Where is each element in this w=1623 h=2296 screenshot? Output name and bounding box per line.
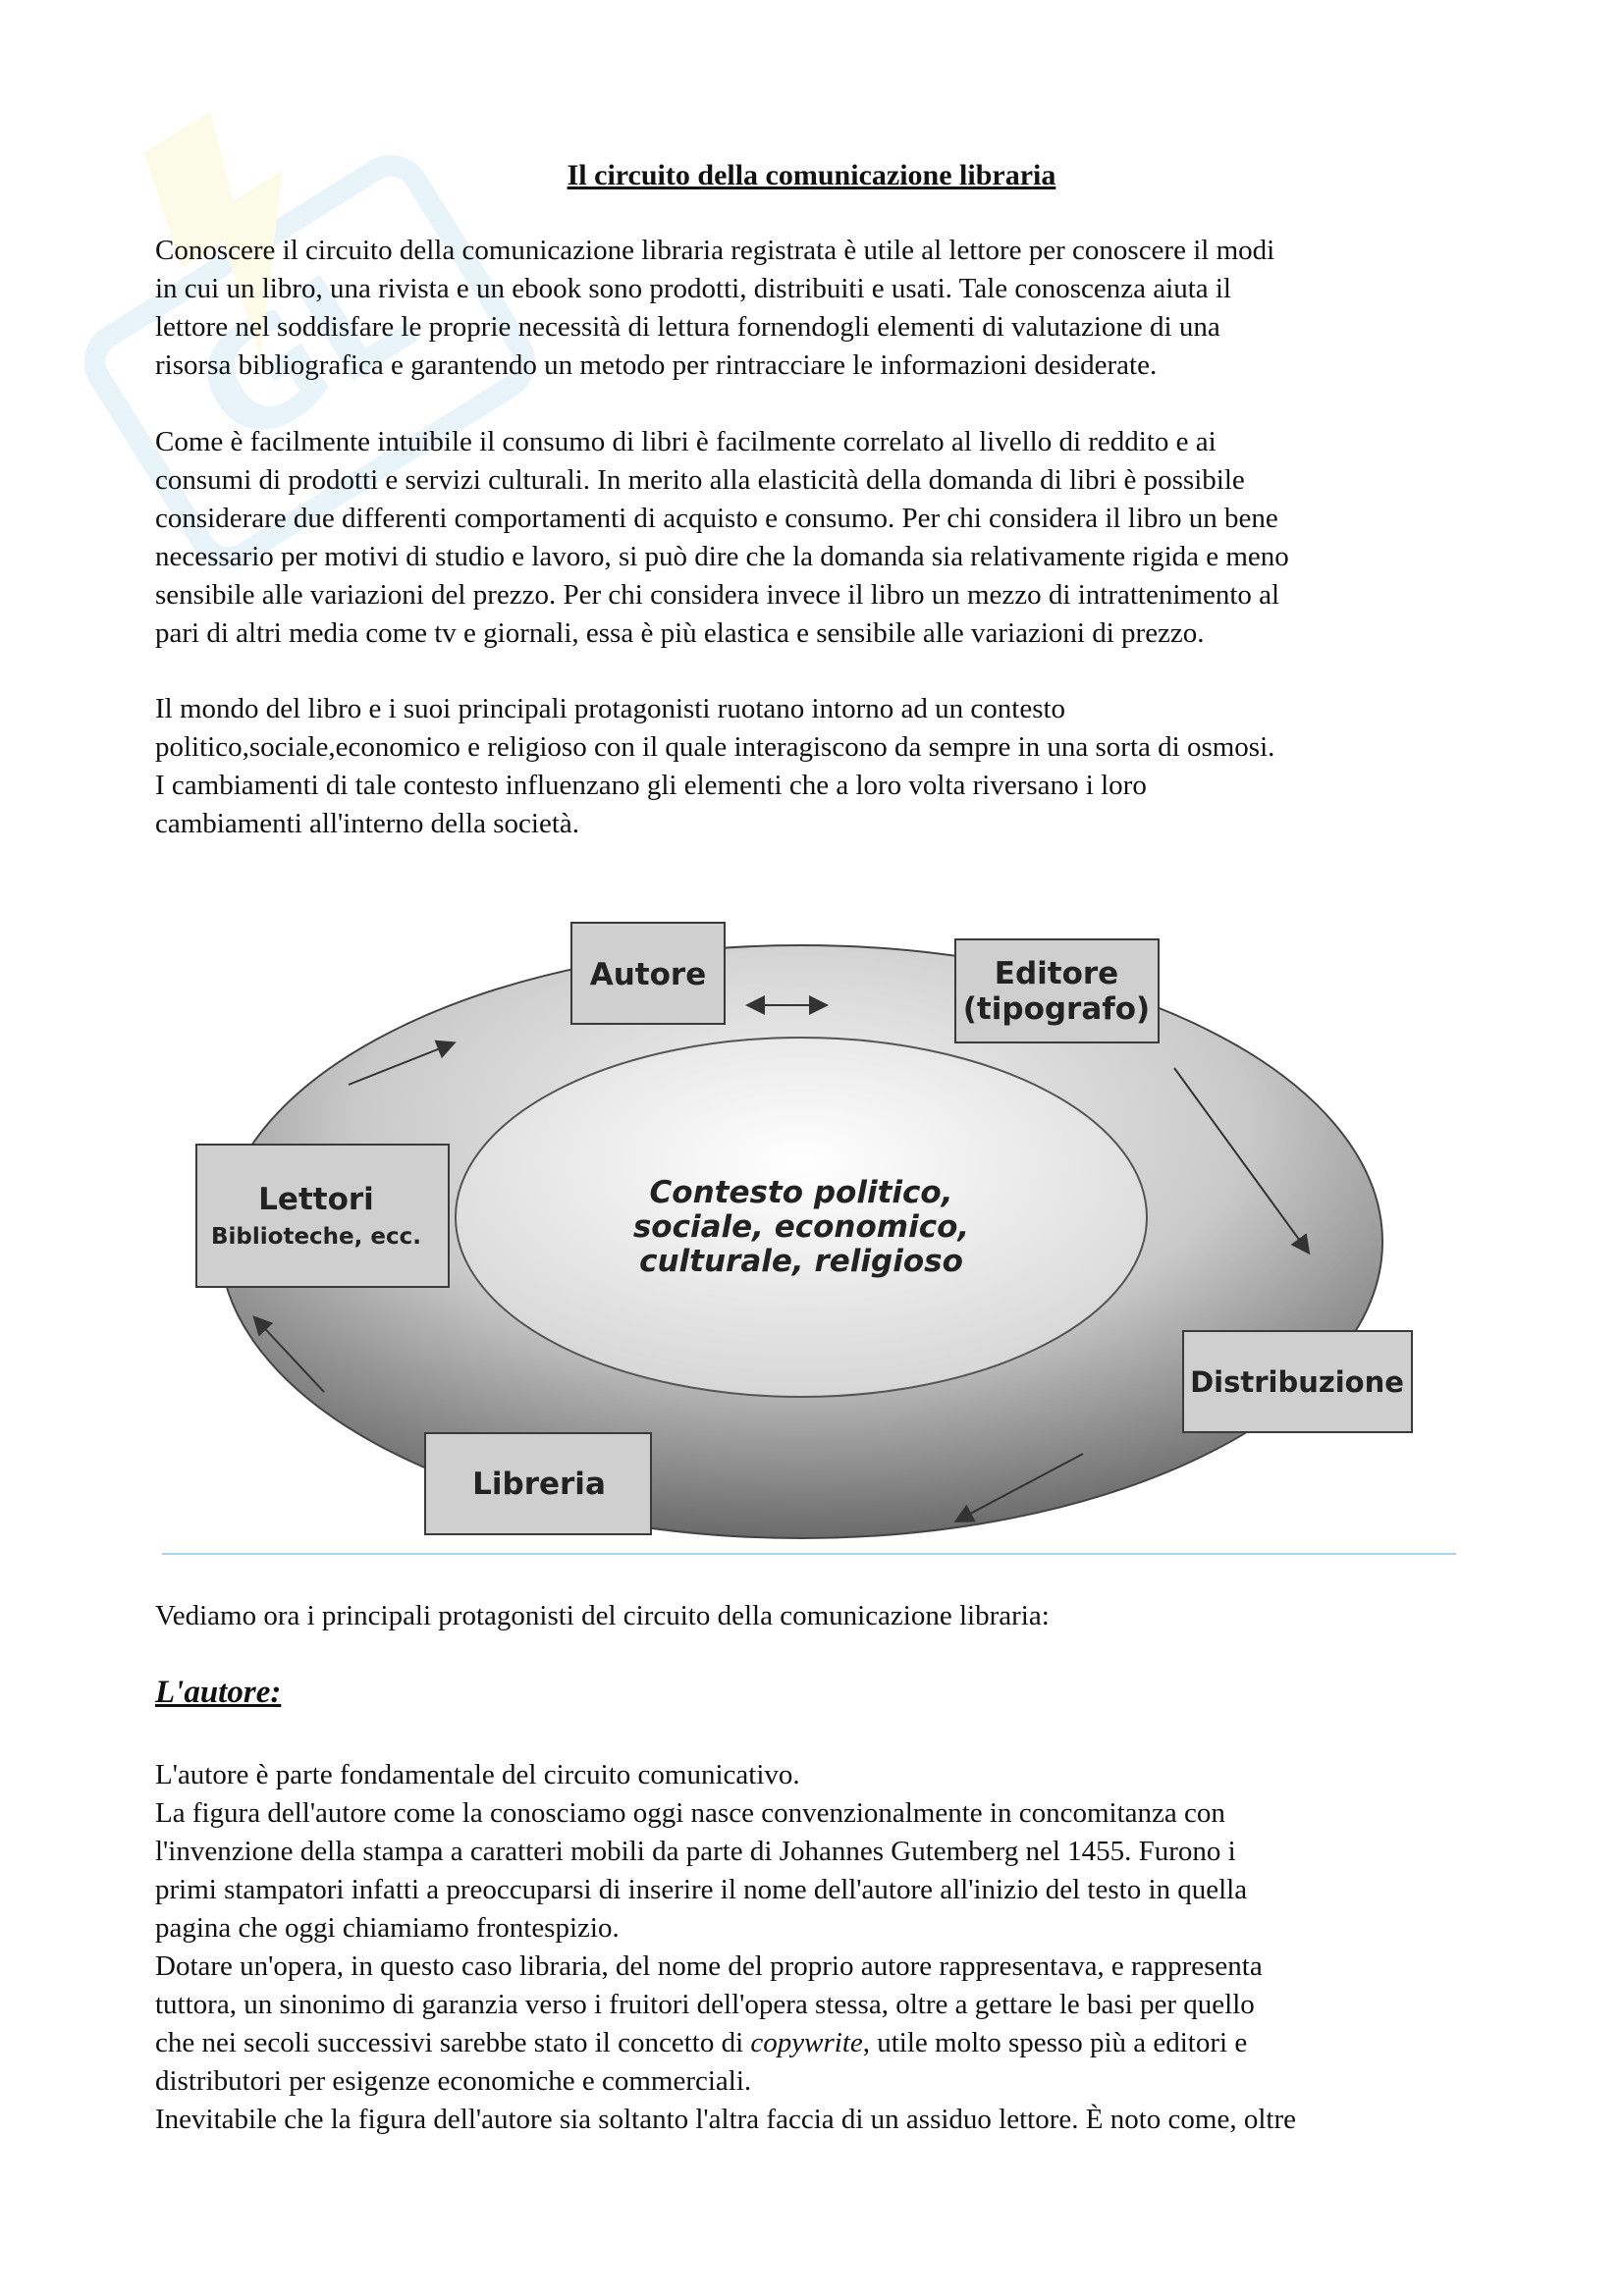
text-line: in cui un libro, una rivista e un ebook sono prodotti, distribuiti e usati. Tale conoscenza aiuta il xyxy=(155,273,1231,304)
text-line: L'autore è parte fondamentale del circuito comunicativo. xyxy=(155,1759,800,1790)
section-body-autore xyxy=(155,1756,1490,2139)
text-line: Inevitabile che la figura dell'autore sia soltanto l'altra faccia di un assiduo lettore. È noto come, oltre xyxy=(155,2104,1296,2135)
text-line xyxy=(155,2024,1490,2062)
text-segment: che nei secoli successivi sarebbe stato il concetto di xyxy=(155,2027,751,2058)
text-line: cambiamenti all'interno della società. xyxy=(155,808,579,839)
copywrite-term: copywrite xyxy=(750,2027,863,2058)
intro-after-diagram xyxy=(155,1597,1490,1635)
text-line: primi stampatori infatti a preoccuparsi di inserire il nome dell'autore all'inizio del testo in quella xyxy=(155,1874,1248,1905)
lettori-sublabel: Biblioteche, ecc. xyxy=(211,1224,421,1250)
section-heading-autore: L'autore: xyxy=(155,1675,282,1710)
distribuzione-label: Distribuzione xyxy=(1190,1365,1404,1399)
context-label-line-3: culturale, religioso xyxy=(639,1244,963,1279)
editore-label: Editore xyxy=(994,956,1119,991)
text-line: pari di altri media come tv e giornali, essa è più elastica e sensibile alle variazioni di prezzo. xyxy=(155,617,1205,649)
text-segment: , utile molto spesso più a editori e xyxy=(862,2027,1248,2058)
text-line: I cambiamenti di tale contesto influenzano gli elementi che a loro volta riversano i loro xyxy=(155,770,1147,801)
text-line: Conoscere il circuito della comunicazione libraria registrata è utile al lettore per conoscere il modi xyxy=(155,235,1275,266)
page-title: Il circuito della comunicazione libraria xyxy=(567,159,1056,191)
lettori-label: Lettori xyxy=(258,1182,374,1217)
text-line: Dotare un'opera, in questo caso libraria, del nome del proprio autore rappresentava, e rappresenta xyxy=(155,1950,1263,1982)
text-line: distributori per esigenze economiche e commerciali. xyxy=(155,2065,752,2097)
autore-label: Autore xyxy=(589,957,707,992)
libreria-label: Libreria xyxy=(472,1467,606,1502)
text-line: consumi di prodotti e servizi culturali. In merito alla elasticità della domanda di libri è possibile xyxy=(155,464,1245,496)
text-line: sensibile alle variazioni del prezzo. Per chi considera invece il libro un mezzo di intrattenimento al xyxy=(155,579,1280,611)
text-line: politico,sociale,economico e religioso con il quale interagiscono da sempre in una sorta di osmosi. xyxy=(155,731,1275,763)
text-line: necessario per motivi di studio e lavoro, si può dire che la domanda sia relativamente rigida e meno xyxy=(155,541,1289,572)
text-line: risorsa bibliografica e garantendo un metodo per rintracciare le informazioni desiderate. xyxy=(155,349,1158,381)
text-line: Il mondo del libro e i suoi principali protagonisti ruotano intorno ad un contesto xyxy=(155,693,1066,724)
context-label-line-2: sociale, economico, xyxy=(632,1209,970,1245)
svg-text:GL: GL xyxy=(167,223,441,482)
text-line: lettore nel soddisfare le proprie necessità di lettura fornendogli elementi di valutazione di una xyxy=(155,311,1220,343)
text-line: Vediamo ora i principali protagonisti del circuito della comunicazione libraria: xyxy=(155,1600,1050,1631)
text-line: pagina che oggi chiamiamo frontespizio. xyxy=(155,1912,620,1944)
text-line: La figura dell'autore come la conosciamo oggi nasce convenzionalmente in concomitanza con xyxy=(155,1797,1225,1829)
context-label-line-1: Contesto politico, xyxy=(649,1175,953,1210)
text-line: Come è facilmente intuibile il consumo di libri è facilmente correlato al livello di reddito e ai xyxy=(155,426,1217,457)
text-line: l'invenzione della stampa a caratteri mobili da parte di Johannes Gutemberg nel 1455. Furono i xyxy=(155,1836,1236,1867)
text-line: considerare due differenti comportamenti di acquisto e consumo. Per chi considera il libro un bene xyxy=(155,503,1278,534)
text-line: tuttora, un sinonimo di garanzia verso i fruitori dell'opera stessa, oltre a gettare le basi per quello xyxy=(155,1989,1255,2020)
editore-sublabel: (tipografo) xyxy=(962,991,1151,1027)
